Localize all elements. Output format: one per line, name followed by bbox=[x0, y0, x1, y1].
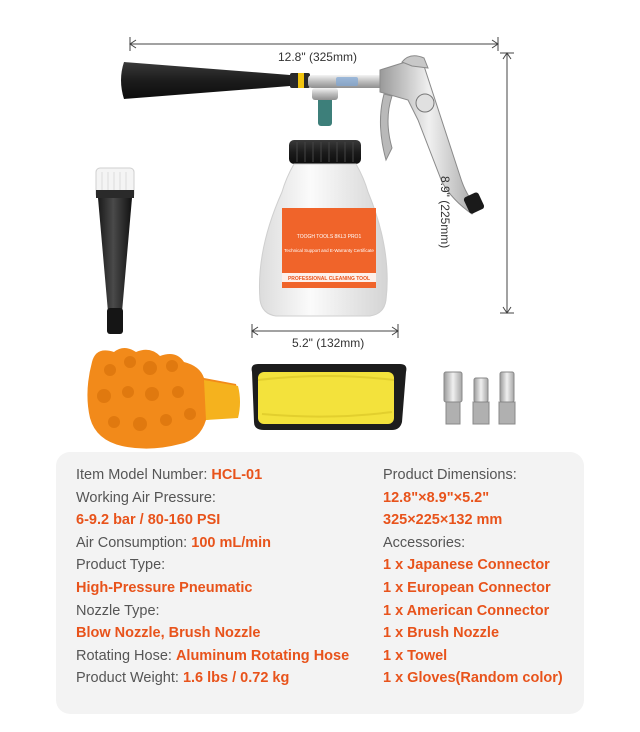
spec-value: HCL-01 bbox=[211, 467, 263, 483]
spec-value: Aluminum Rotating Hose bbox=[175, 647, 350, 664]
accessory-value: 1 x Towel bbox=[383, 647, 448, 664]
microfiber-towel bbox=[252, 364, 407, 430]
spec-accessories-label bbox=[383, 532, 583, 555]
bottle-label-line3: PROFESSIONAL CLEANING TOOL bbox=[287, 276, 371, 282]
bottle-label-line1: TOOGH TOOLS 8KL3 PRO1 bbox=[296, 234, 362, 240]
brush-nozzle bbox=[96, 168, 134, 334]
spec-value: High-Pressure Pneumatic bbox=[76, 579, 253, 596]
spec-card bbox=[56, 452, 584, 714]
spec-dimensions-imperial bbox=[383, 487, 583, 510]
height-dimension-line bbox=[500, 53, 514, 313]
spec-value: 12.8"×8.9"×5.2" bbox=[383, 489, 490, 506]
quick-connectors bbox=[444, 372, 515, 424]
accessory-item bbox=[383, 600, 583, 623]
spec-label: Working Air Pressure: bbox=[76, 489, 216, 506]
spec-value: 325×225×132 mm bbox=[383, 512, 503, 529]
spec-product-type-value bbox=[76, 577, 376, 600]
bottle-label-line2: Technical Support and E-Warranty Certificate bbox=[284, 248, 374, 253]
spec-value: Blow Nozzle, Brush Nozzle bbox=[76, 625, 261, 642]
accessory-value: 1 x American Connector bbox=[383, 602, 550, 619]
spec-product-type-label bbox=[76, 554, 376, 577]
spec-label: Item Model Number: bbox=[76, 467, 208, 483]
spec-product-weight bbox=[76, 667, 376, 690]
spec-left-column bbox=[76, 464, 376, 690]
spec-dimensions-metric bbox=[383, 509, 583, 532]
spec-label: Product Weight: bbox=[76, 670, 179, 687]
spec-value: 1.6 lbs / 0.72 kg bbox=[182, 670, 290, 687]
accessory-value: 1 x Gloves(Random color) bbox=[383, 670, 563, 687]
accessory-item bbox=[383, 667, 583, 690]
spec-label: Nozzle Type: bbox=[76, 602, 160, 619]
accessory-item bbox=[383, 577, 583, 600]
accessory-item bbox=[383, 554, 583, 577]
spec-value: 6-9.2 bar / 80-160 PSI bbox=[76, 512, 221, 529]
spec-nozzle-type-value bbox=[76, 622, 376, 645]
gun-handle bbox=[380, 56, 485, 215]
spec-label: Rotating Hose: bbox=[76, 647, 172, 664]
spec-value: 100 mL/min bbox=[191, 534, 272, 551]
spec-label: Air Consumption: bbox=[76, 534, 188, 551]
spec-label: Accessories: bbox=[383, 534, 466, 551]
spec-label: Product Dimensions: bbox=[383, 467, 517, 483]
height-dimension-label: 8.9" (225mm) bbox=[438, 176, 452, 249]
accessory-value: 1 x Brush Nozzle bbox=[383, 625, 500, 642]
spec-working-pressure-value bbox=[76, 509, 376, 532]
spec-label: Product Type: bbox=[76, 557, 166, 574]
spec-nozzle-type-label bbox=[76, 600, 376, 623]
spec-right-column bbox=[383, 464, 583, 690]
spec-rotating-hose bbox=[76, 645, 376, 668]
accessory-item bbox=[383, 622, 583, 645]
width-dimension-label: 12.8" (325mm) bbox=[278, 50, 357, 64]
width-dimension-line bbox=[130, 37, 498, 51]
accessory-value: 1 x European Connector bbox=[383, 579, 551, 596]
spec-item-model bbox=[76, 464, 376, 487]
spec-air-consumption bbox=[76, 532, 376, 555]
spec-dimensions-label bbox=[383, 464, 583, 487]
base-dimension-label: 5.2" (132mm) bbox=[292, 336, 365, 350]
bottle-cap bbox=[289, 140, 361, 164]
rotating-hose-coupler bbox=[318, 96, 332, 126]
accessory-value: 1 x Japanese Connector bbox=[383, 557, 550, 574]
spec-working-pressure-label bbox=[76, 487, 376, 510]
microfiber-glove bbox=[87, 348, 240, 449]
accessory-item bbox=[383, 645, 583, 668]
blow-nozzle-cone bbox=[121, 62, 310, 99]
